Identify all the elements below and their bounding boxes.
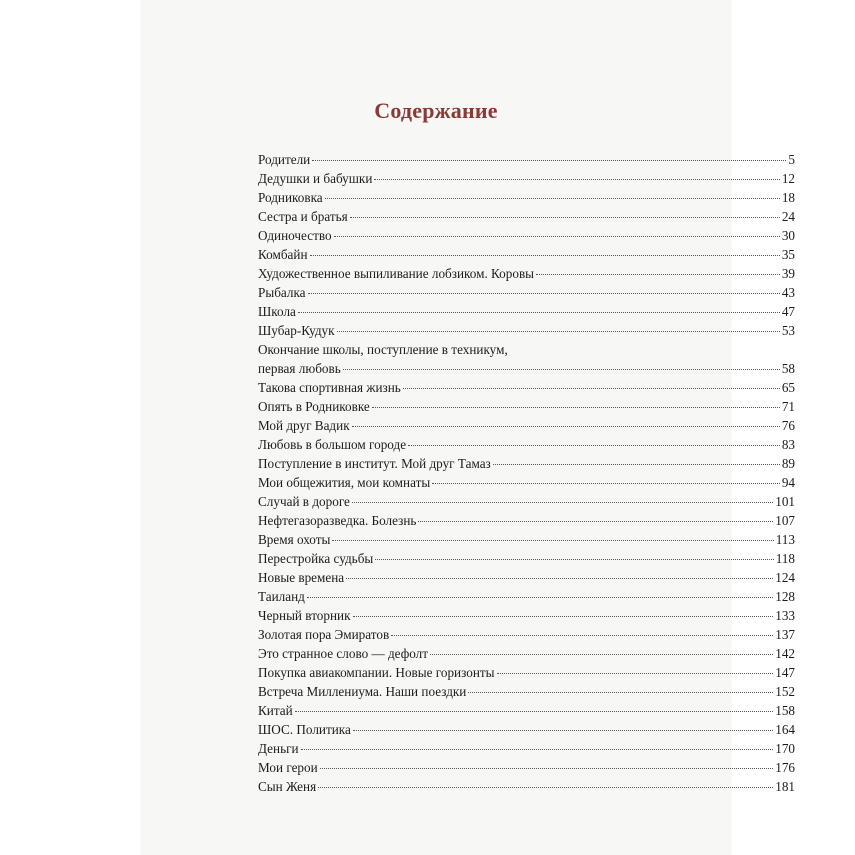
toc-entry-page-number: 53 — [781, 323, 795, 338]
toc-entry-row — [258, 530, 795, 549]
toc-entry-row — [258, 150, 795, 169]
toc-entry — [258, 644, 795, 663]
toc-entry — [258, 340, 795, 378]
dot-leader — [346, 578, 773, 579]
toc-entry — [258, 416, 795, 435]
toc-entry-row — [258, 454, 795, 473]
dot-leader — [352, 502, 773, 503]
toc-entry-page-number: 128 — [775, 589, 795, 604]
toc-entry-page-number: 152 — [775, 684, 795, 699]
toc-entry-row — [258, 492, 795, 511]
dot-leader — [337, 331, 780, 332]
dot-leader — [310, 255, 780, 256]
toc-entry — [258, 473, 795, 492]
toc-entry-label: ШОС. Политика — [258, 722, 351, 737]
book-page — [141, 0, 795, 855]
dot-leader — [408, 445, 780, 446]
toc-entry-label: Сестра и братья — [258, 209, 348, 224]
toc-entry-row — [258, 777, 795, 796]
toc-entry-label: Черный вторник — [258, 608, 351, 623]
toc-entry-label: Художественное выпиливание лобзиком. Коровы — [258, 266, 535, 281]
toc-entry-page-number: 47 — [781, 304, 795, 319]
toc-entry — [258, 207, 795, 226]
toc-entry — [258, 625, 795, 644]
dot-leader — [432, 483, 780, 484]
page-title: Содержание — [374, 98, 498, 123]
toc-entry-page-number: 30 — [781, 228, 795, 243]
dot-leader — [307, 597, 773, 598]
toc-entry — [258, 568, 795, 587]
toc-entry-page-number: 164 — [775, 722, 795, 737]
toc-entry-label: Нефтегазоразведка. Болезнь — [258, 513, 417, 528]
dot-leader — [372, 407, 780, 408]
toc-entry-label: Таиланд — [258, 589, 305, 604]
toc-entry-row — [258, 587, 795, 606]
toc-entry-page-number: 147 — [775, 665, 795, 680]
toc-entry — [258, 264, 795, 283]
toc-entry-page-number: 43 — [781, 285, 795, 300]
toc-entry-label: Поступление в институт. Мой друг Тамаз — [258, 456, 491, 471]
toc-entry-row — [258, 701, 795, 720]
toc-entry-label: Сын Женя — [258, 779, 317, 794]
toc-entry — [258, 188, 795, 207]
toc-entry — [258, 226, 795, 245]
dot-leader — [343, 369, 780, 370]
toc-entry-page-number: 142 — [775, 646, 795, 661]
toc-entry-row — [258, 207, 795, 226]
toc-entry-row — [258, 302, 795, 321]
dot-leader — [332, 540, 773, 541]
toc-entry-label: Случай в дороге — [258, 494, 350, 509]
toc-entry-page-number: 71 — [781, 399, 795, 414]
toc-entry-label: Такова спортивная жизнь — [258, 380, 401, 395]
toc-entry — [258, 777, 795, 796]
toc-entry-page-number: 18 — [781, 190, 795, 205]
toc-entry-label: Рыбалка — [258, 285, 306, 300]
toc-entry-row — [258, 549, 795, 568]
toc-entry — [258, 549, 795, 568]
toc-entry-row — [258, 682, 795, 701]
toc-entry — [258, 302, 795, 321]
toc-entry-label: Родители — [258, 152, 311, 167]
toc-entry-label: Школа — [258, 304, 296, 319]
toc-entry — [258, 511, 795, 530]
toc-entry-row — [258, 625, 795, 644]
dot-leader — [334, 236, 780, 237]
dot-leader — [375, 559, 773, 560]
toc-entry-page-number: 170 — [775, 741, 795, 756]
toc-entry-label: Шубар-Кудук — [258, 323, 335, 338]
dot-leader — [350, 217, 780, 218]
toc-entry-page-number: 5 — [788, 152, 795, 167]
dot-leader — [536, 274, 780, 275]
toc-entry — [258, 587, 795, 606]
toc-entry-row — [258, 397, 795, 416]
toc-entry-label: Одиночество — [258, 228, 332, 243]
toc-entry — [258, 663, 795, 682]
toc-entry-page-number: 65 — [781, 380, 795, 395]
toc-entry-row — [258, 321, 795, 340]
dot-leader — [301, 749, 774, 750]
toc-entry-row — [258, 264, 795, 283]
toc-entry-page-number: 137 — [775, 627, 795, 642]
dot-leader — [325, 198, 780, 199]
toc-entry-label: Деньги — [258, 741, 299, 756]
toc-entry-label: Золотая пора Эмиратов — [258, 627, 390, 642]
toc-entry-row — [258, 245, 795, 264]
toc-entry-row — [258, 378, 795, 397]
toc-entry-page-number: 158 — [775, 703, 795, 718]
toc-entry — [258, 720, 795, 739]
toc-entry — [258, 378, 795, 397]
toc-entry-label: Мои герои — [258, 760, 318, 775]
toc-entry-row — [258, 435, 795, 454]
toc-entry-row — [258, 473, 795, 492]
dot-leader — [312, 160, 786, 161]
toc-entry-row — [258, 226, 795, 245]
toc-entry-page-number: 101 — [775, 494, 795, 509]
dot-leader — [497, 673, 774, 674]
toc-entry-row — [258, 739, 795, 758]
toc-entry-page-number: 83 — [781, 437, 795, 452]
toc-entry — [258, 150, 795, 169]
dot-leader — [353, 616, 774, 617]
dot-leader — [430, 654, 773, 655]
dot-leader — [308, 293, 780, 294]
toc-entry — [258, 682, 795, 701]
toc-entry — [258, 321, 795, 340]
dot-leader — [318, 787, 773, 788]
dot-leader — [468, 692, 773, 693]
toc-entry-label: Время охоты — [258, 532, 331, 547]
toc-entry-row — [258, 188, 795, 207]
toc-entry-label-line1: Окончание школы, поступление в техникум, — [258, 342, 508, 357]
toc-entry — [258, 530, 795, 549]
toc-entry-page-number: 39 — [781, 266, 795, 281]
toc-entry-row — [258, 720, 795, 739]
toc-entry — [258, 492, 795, 511]
toc-entry — [258, 758, 795, 777]
toc-entry — [258, 739, 795, 758]
toc-entry — [258, 701, 795, 720]
toc-entry-row — [258, 568, 795, 587]
dot-leader — [353, 730, 773, 731]
toc-entry-page-number: 133 — [775, 608, 795, 623]
dot-leader — [298, 312, 780, 313]
toc-entry-label: Дедушки и бабушки — [258, 171, 373, 186]
toc-entry-label: первая любовь — [258, 361, 341, 376]
toc-entry-row — [258, 359, 795, 378]
toc-entry-label: Комбайн — [258, 247, 308, 262]
toc-entry-row — [258, 606, 795, 625]
toc-entry — [258, 283, 795, 302]
toc-entry-page-number: 107 — [775, 513, 795, 528]
dot-leader — [374, 179, 779, 180]
dot-leader — [352, 426, 780, 427]
toc-entry-label: Любовь в большом городе — [258, 437, 407, 452]
dot-leader — [493, 464, 780, 465]
toc-entry-page-number: 76 — [781, 418, 795, 433]
toc-entry-label: Встреча Миллениума. Наши поездки — [258, 684, 467, 699]
toc-entry-row — [258, 758, 795, 777]
toc-entry-page-number: 113 — [775, 532, 795, 547]
toc-entry-page-number: 12 — [781, 171, 795, 186]
toc-entry-label: Китай — [258, 703, 293, 718]
toc-entry-page-number: 118 — [775, 551, 795, 566]
dot-leader — [320, 768, 774, 769]
toc-entry-label: Перестройка судьбы — [258, 551, 374, 566]
dot-leader — [403, 388, 780, 389]
toc-entry — [258, 435, 795, 454]
toc-entry-row — [258, 511, 795, 530]
toc-entry-label: Опять в Родниковке — [258, 399, 370, 414]
toc-entry-label: Мой друг Вадик — [258, 418, 350, 433]
toc-entry-label: Родниковка — [258, 190, 323, 205]
toc-entry — [258, 397, 795, 416]
toc-entry-page-number: 58 — [781, 361, 795, 376]
toc-entry-label: Мои общежития, мои комнаты — [258, 475, 431, 490]
dot-leader — [418, 521, 773, 522]
toc-entry-page-number: 124 — [775, 570, 795, 585]
toc-entry-label: Покупка авиакомпании. Новые горизонты — [258, 665, 495, 680]
toc-entry — [258, 169, 795, 188]
toc-entry-page-number: 181 — [775, 779, 795, 794]
toc-entry — [258, 245, 795, 264]
dot-leader — [295, 711, 774, 712]
toc-entry-page-number: 24 — [781, 209, 795, 224]
toc-entry-page-number: 94 — [781, 475, 795, 490]
toc-entry-row — [258, 169, 795, 188]
toc-entry-page-number: 89 — [781, 456, 795, 471]
toc-entry-row — [258, 644, 795, 663]
toc-entry — [258, 606, 795, 625]
table-of-contents — [258, 150, 795, 796]
dot-leader — [391, 635, 773, 636]
toc-entry-page-number: 176 — [775, 760, 795, 775]
toc-entry-row — [258, 416, 795, 435]
toc-entry-row — [258, 663, 795, 682]
toc-entry-label: Это странное слово — дефолт — [258, 646, 429, 661]
toc-entry-label: Новые времена — [258, 570, 345, 585]
toc-entry-page-number: 35 — [781, 247, 795, 262]
toc-entry — [258, 454, 795, 473]
toc-entry-row — [258, 283, 795, 302]
